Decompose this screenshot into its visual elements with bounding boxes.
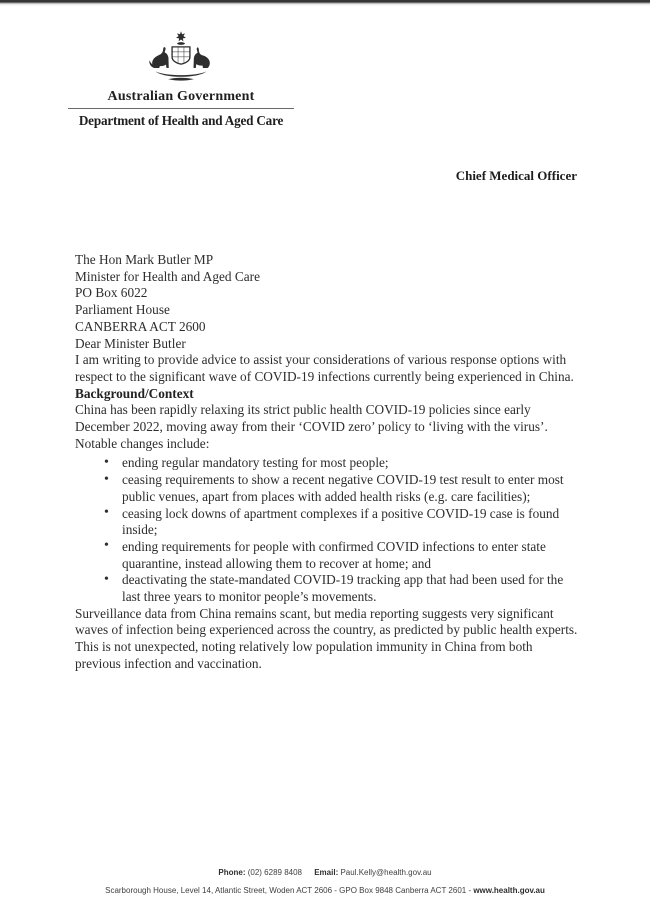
section-heading: Background/Context xyxy=(75,385,194,401)
recipient-line: PO Box 6022 xyxy=(75,285,148,301)
list-item: • ending requirements for people with confirmed COVID infections to enter state quarantine, instead allowing them to recover at home; and xyxy=(122,539,578,572)
recipient-line: CANBERRA ACT 2600 xyxy=(75,318,206,334)
email-label: Email: xyxy=(314,868,339,877)
phone-number: (02) 6289 8408 xyxy=(247,868,302,877)
surveillance-paragraph: Surveillance data from China remains scant, but media reporting suggests very significant waves of infection being experienced across the country, as predicted by public health experts. This is not unexpected, noting relatively low population immunity in China from both previous infection and vaccination. xyxy=(75,605,584,671)
office-address: Scarborough House, Level 14, Atlantic Street, Woden ACT 2606 - GPO Box 9848 Canberra ACT 2601 - xyxy=(105,886,474,895)
phone-label: Phone: xyxy=(218,868,246,877)
letterhead-divider xyxy=(68,108,294,109)
intro-paragraph: I am writing to provide advice to assist your considerations of various response options with respect to the significant wave of COVID-19 infections currently being experienced in China. xyxy=(75,352,574,384)
department-name: Department of Health and Aged Care xyxy=(78,113,284,128)
office-title: Chief Medical Officer xyxy=(455,168,577,183)
australian-coat-of-arms-icon xyxy=(142,30,220,86)
footer xyxy=(0,867,650,896)
recipient-line: Parliament House xyxy=(75,302,170,318)
government-letterhead xyxy=(68,30,294,128)
email-address: Paul.Kelly@health.gov.au xyxy=(340,868,432,877)
list-item: • ceasing lock downs of apartment complexes if a positive COVID-19 case is found inside; xyxy=(122,506,578,539)
policy-change-list xyxy=(75,455,578,605)
recipient-address xyxy=(75,252,578,336)
page-top-edge xyxy=(0,0,650,6)
salutation: Dear Minister Butler xyxy=(75,335,186,351)
footer-address-line xyxy=(0,885,650,896)
list-item: • ending regular mandatory testing for most people; xyxy=(122,455,578,472)
website-url: www.health.gov.au xyxy=(473,886,545,895)
background-paragraph: China has been rapidly relaxing its strict public health COVID-19 policies since early December 2022, moving away from their ‘COVID zero’ policy to ‘living with the virus’. Notable changes include: xyxy=(75,402,552,451)
list-item: • ceasing requirements to show a recent negative COVID-19 test result to enter most public venues, apart from places with added health risks (e.g. care facilities); xyxy=(122,472,578,505)
recipient-line: Minister for Health and Aged Care xyxy=(75,268,260,284)
footer-contact-line xyxy=(0,867,650,878)
recipient-line: The Hon Mark Butler MP xyxy=(75,252,214,267)
list-item: • deactivating the state-mandated COVID-19 tracking app that had been used for the last three years to monitor people’s movements. xyxy=(122,572,578,605)
letter-body xyxy=(75,252,584,673)
government-name: Australian Government xyxy=(107,89,255,104)
